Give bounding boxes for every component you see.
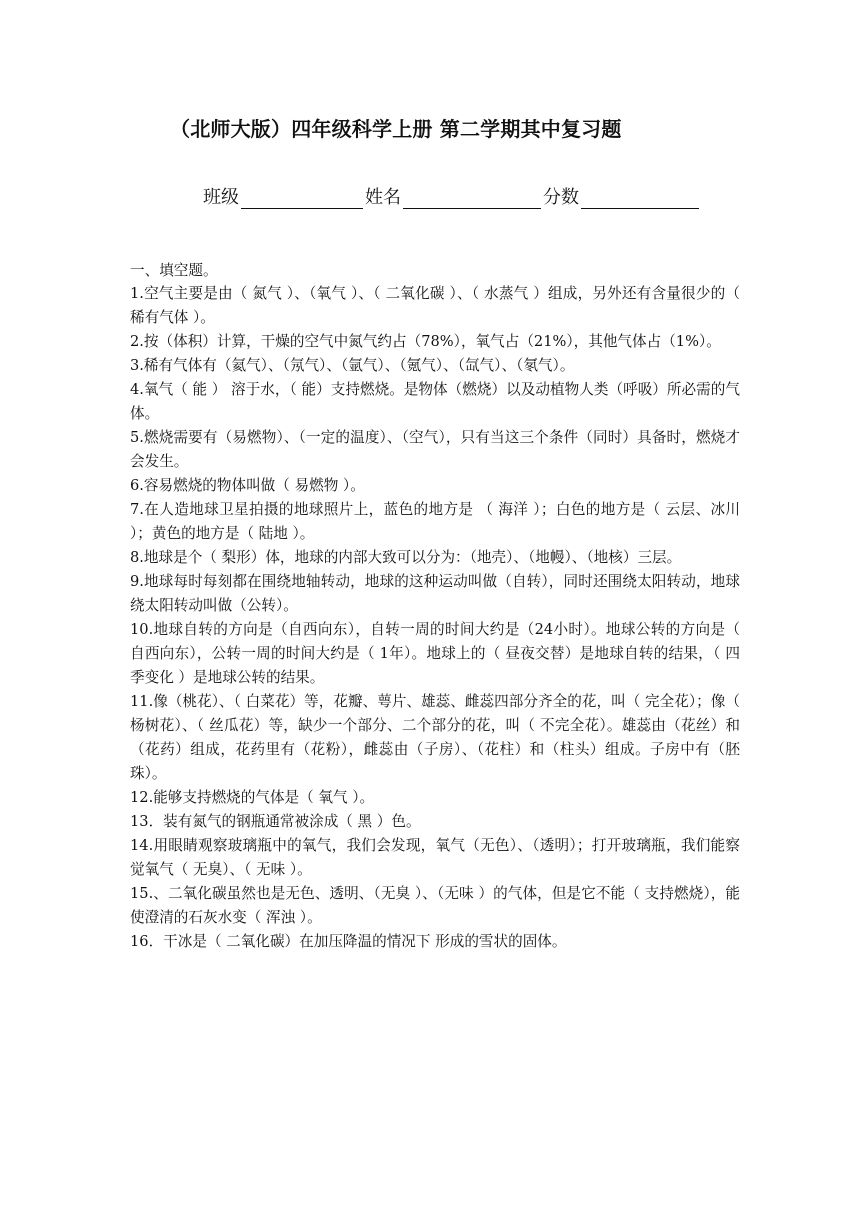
question-13: 13．装有氮气的钢瓶通常被涂成（ 黑 ）色。	[130, 813, 421, 830]
name-blank	[403, 188, 541, 209]
question-1: 1.空气主要是由（ 氮气 ）、（氧气 ）、（ 二氧化碳 ）、（ 水蒸气 ）组成，另外还有含量很少的（ 稀有气体 ）。	[130, 285, 740, 326]
student-info-line	[203, 183, 701, 209]
score-blank	[581, 188, 699, 209]
question-6: 6.容易燃烧的物体叫做（ 易燃物 ）。	[130, 477, 365, 494]
question-list	[130, 260, 740, 954]
question-14: 14.用眼睛观察玻璃瓶中的氧气，我们会发现，氧气（无色）、（透明）；打开玻璃瓶，我们能察觉氧气（ 无臭）、（ 无味 ）。	[130, 837, 740, 878]
question-10: 10.地球自转的方向是（自西向东），自转一周的时间大约是（24小时）。地球公转的方向是（ 自西向东），公转一周的时间大约是（ 1年）。地球上的（ 昼夜交替）是地球自转的结果，（ 四季变化 ）是地球公转的结果。	[130, 621, 740, 686]
question-12: 12.能够支持燃烧的气体是（ 氧气 ）。	[130, 789, 375, 806]
question-2: 2.按（体积）计算，干燥的空气中氮气约占（78%），氧气占（21%），其他气体占（1%）。	[130, 333, 721, 350]
question-9: 9.地球每时每刻都在围绕地轴转动，地球的这种运动叫做（自转），同时还围绕太阳转动，地球绕太阳转动叫做（公转）。	[130, 573, 740, 614]
class-label: 班级	[203, 187, 239, 208]
question-11: 11.像（桃花）、（ 白菜花）等，花瓣、萼片、雄蕊、雌蕊四部分齐全的花，叫（ 完全花）；像（ 杨树花）、（ 丝瓜花）等，缺少一个部分、二个部分的花，叫（ 不完全花）。雄蕊由（花丝）和（花药）组成，花药里有（花粉），雌蕊由（子房）、（花柱）和（柱头）组成。子房中有（胚珠）。	[130, 693, 740, 782]
score-label: 分数	[543, 187, 579, 208]
question-15: 15.、二氧化碳虽然也是无色、透明、（无臭 ）、（无味 ）的气体，但是它不能（ 支持燃烧），能使澄清的石灰水变（ 浑浊 ）。	[130, 885, 740, 926]
question-7: 7.在人造地球卫星拍摄的地球照片上，蓝色的地方是 （ 海洋 ）；白色的地方是（ 云层、冰川 ）；黄色的地方是（ 陆地 ）。	[130, 501, 740, 542]
question-5: 5.燃烧需要有（易燃物）、（一定的温度）、（空气），只有当这三个条件（同时）具备时，燃烧才会发生。	[130, 429, 740, 470]
question-3: 3.稀有气体有（氦气）、（氖气）、（氩气）、（氪气）、（氙气）、（氡气）。	[130, 357, 575, 374]
class-blank	[241, 188, 363, 209]
page-title: （北师大版）四年级科学上册 第二学期其中复习题	[170, 117, 622, 141]
question-16: 16．干冰是（ 二氧化碳）在加压降温的情况下 形成的雪状的固体。	[130, 933, 567, 950]
question-8: 8.地球是个（ 梨形）体，地球的内部大致可以分为：（地壳）、（地幔）、（地核）三层。	[130, 549, 682, 566]
section-heading: 一、填空题。	[130, 262, 218, 279]
name-label: 姓名	[365, 187, 401, 208]
question-4: 4.氧气（ 能 ） 溶于水，（ 能）支持燃烧。是物体（燃烧）以及动植物人类（呼吸）所必需的气体。	[130, 381, 740, 422]
